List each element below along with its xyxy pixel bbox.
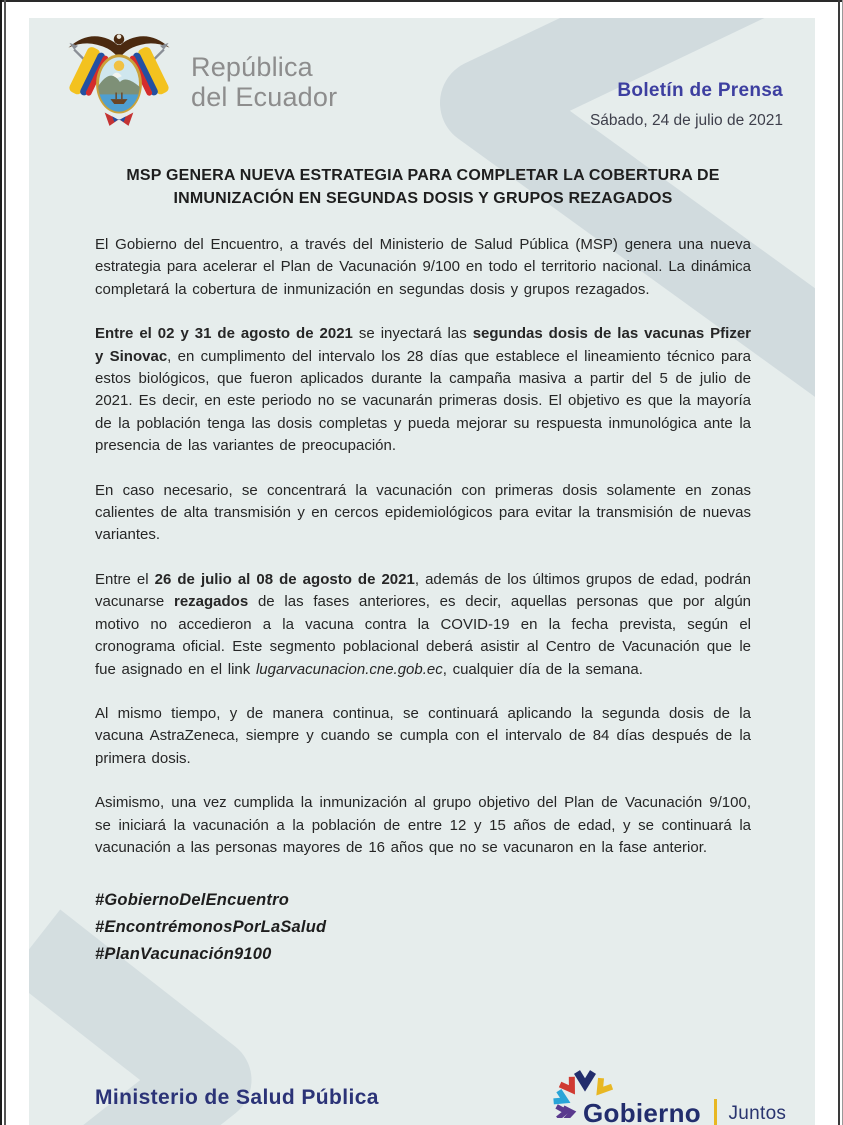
gobierno-word: Gobierno: [583, 1098, 701, 1125]
gobierno-logo-text: [583, 1098, 786, 1125]
hashtag-block: [95, 887, 751, 968]
paragraph-2: Entre el 02 y 31 de agosto de 2021 se inyectará las segundas dosis de las vacunas Pfizer y Sinovac, en cumplimento del intervalo los 28 días que establece el lineamiento técnico para estos biológicos, que fueron aplicados durante la campaña masiva a partir del 5 de julio de 2021. Es decir, en este periodo no se vacunarán primeras dosis. El objetivo es que la mayoría de la población tenga las dosis completas y pueda mejorar su respuesta inmunológica ante la presencia de las variantes de preocupación.: [95, 325, 751, 455]
header-brand: [57, 24, 337, 140]
hashtag: #GobiernoDelEncuentro: [95, 891, 289, 910]
bulletin-label: Boletín de Prensa: [617, 80, 783, 101]
hashtag: #PlanVacunación9100: [95, 945, 272, 964]
page-edge-top: [0, 0, 843, 2]
gobierno-logo: [539, 1058, 809, 1125]
document-body: [95, 164, 751, 968]
page-edge-left-inner: [4, 0, 6, 1125]
paragraph-6: Asimismo, una vez cumplida la inmunización al grupo objetivo del Plan de Vacunación 9/100, se iniciará la vacunación a la población de entre 12 y 15 años de edad, y se continuará la vacunación a las personas mayores de 16 años que no se vacunaron en la fase anterior.: [95, 794, 751, 856]
paragraph-1: El Gobierno del Encuentro, a través del Ministerio de Salud Pública (MSP) genera una nueva estrategia para acelerar el Plan de Vacunación 9/100 en todo el territorio nacional. La dinámica completará la cobertura de inmunización en segundas dosis y grupos rezagados.: [95, 236, 751, 298]
republic-name: [191, 52, 337, 112]
juntos-word: Juntos: [728, 1102, 787, 1124]
page-edge-right-inner: [842, 0, 843, 1125]
gobierno-logo-divider: [714, 1099, 718, 1125]
paragraph-4: Entre el 26 de julio al 08 de agosto de 2021, además de los últimos grupos de edad, podrán vacunarse rezagados de las fases anteriores, es decir, aquellas personas que por algún motivo no accedieron a la vacuna contra la COVID-19 en la fecha prevista, según el cronograma oficial. Este segmento poblacional deberá asistir al Centro de Vacunación que le fue asignado en el link lugarvacunacion.cne.gob.ec, cualquier día de la semana.: [95, 570, 751, 678]
republic-line1: República: [191, 51, 313, 82]
paragraph-3: En caso necesario, se concentrará la vacunación con primeras dosis solamente en zonas calientes de alta transmisión y en cercos epidemiológicos para evitar la transmisión de nuevas variantes.: [95, 481, 751, 544]
ministry-name: Ministerio de Salud Pública: [95, 1086, 379, 1109]
bulletin-date: Sábado, 24 de julio de 2021: [589, 112, 783, 129]
ecuador-coat-of-arms-icon: [57, 24, 181, 140]
title-line1: MSP GENERA NUEVA ESTRATEGIA PARA COMPLETAR LA COBERTURA DE: [126, 167, 720, 184]
hashtag: #EncontrémonosPorLaSalud: [95, 918, 327, 937]
republic-line2: del Ecuador: [191, 82, 338, 112]
document-title: [95, 164, 751, 210]
paragraph-5: Al mismo tiempo, y de manera continua, se continuará aplicando la segunda dosis de la vacuna AstraZeneca, siempre y cuando se cumpla con el intervalo de 84 días después de la primera dosis.: [95, 704, 751, 767]
page-edge-left: [0, 0, 2, 1125]
document-page: [29, 18, 815, 1125]
title-line2: INMUNIZACIÓN EN SEGUNDAS DOSIS Y GRUPOS REZAGADOS: [173, 190, 673, 207]
page-edge-right: [838, 0, 840, 1125]
header-right: [590, 80, 783, 130]
